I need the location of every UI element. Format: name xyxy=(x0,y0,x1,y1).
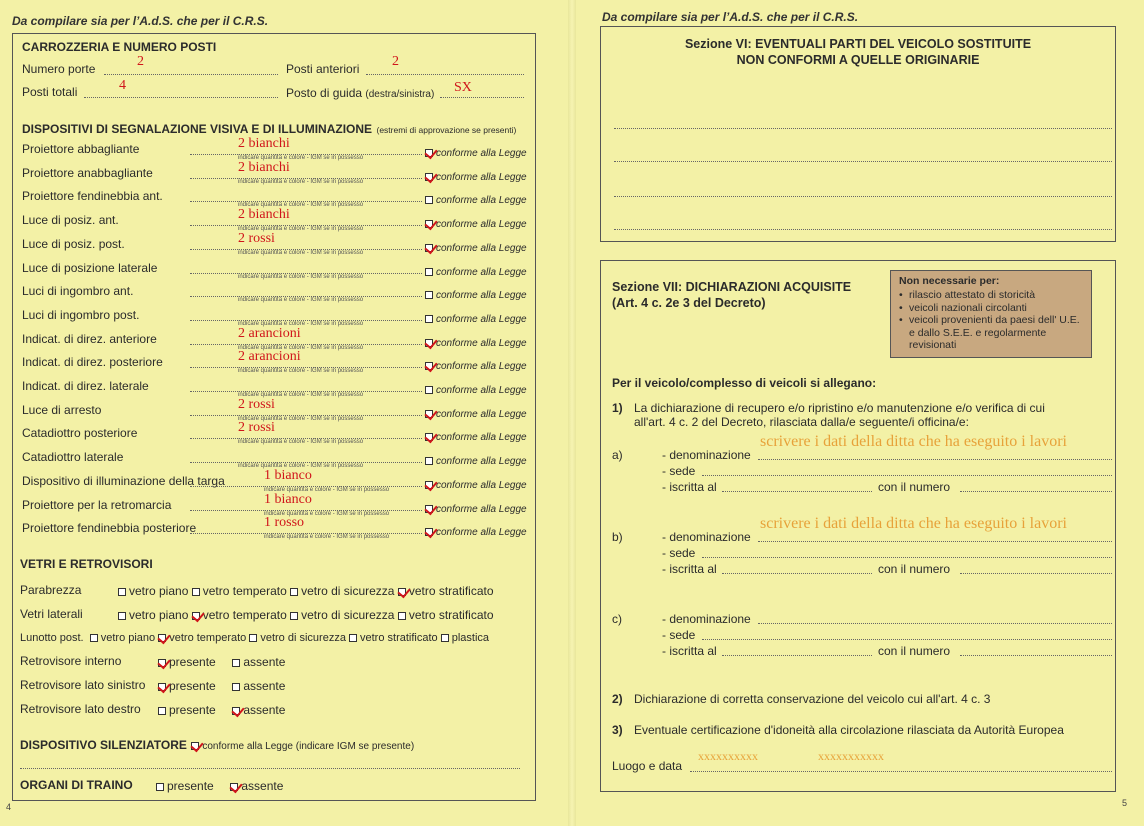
vetri-laterali-options: vetro piano vetro temperato vetro di sicurezza vetro stratificato xyxy=(118,608,494,622)
conforme-checkbox[interactable] xyxy=(425,268,433,276)
item1-text-2: all'art. 4 c. 2 del Decreto, rilasciata dalla/e seguente/i officina/e: xyxy=(634,415,969,429)
dispositivi-heading: DISPOSITIVI DI SEGNALAZIONE VISIVA E DI ILLUMINAZIONE (estremi di approvazione se presenti) xyxy=(22,122,517,136)
officina-handwritten[interactable]: scrivere i dati della ditta che ha eseguito i lavori xyxy=(760,433,1067,450)
dispositivo-label: Luce di posiz. post. xyxy=(22,236,125,251)
posti-anteriori-label: Posti anteriori xyxy=(286,62,360,76)
data-value[interactable]: xxxxxxxxxxx xyxy=(818,749,884,763)
lunotto-sicurezza-checkbox[interactable] xyxy=(249,634,257,642)
conforme-checkbox[interactable] xyxy=(425,386,433,394)
conforme-item: conforme alla Legge xyxy=(425,451,527,469)
dispositivo-value[interactable]: 2 bianchi xyxy=(238,159,290,175)
retro-sinistro-assente-checkbox[interactable] xyxy=(232,683,240,691)
sezione6-title-1: Sezione VI: EVENTUALI PARTI DEL VEICOLO SOSTITUITE xyxy=(684,37,1032,51)
dispositivo-label: Proiettore anabbagliante xyxy=(22,165,153,180)
denominazione-label: - denominazione xyxy=(662,530,751,544)
item3-number: 3) xyxy=(612,723,623,737)
posto-guida-label: Posto di guida (destra/sinistra) xyxy=(286,86,435,100)
conforme-checkbox[interactable] xyxy=(425,410,433,418)
conforme-item: conforme alla Legge xyxy=(425,499,527,517)
silenziatore-checkbox[interactable] xyxy=(191,742,199,750)
sede-label: - sede xyxy=(662,628,696,642)
iscritta-label: - iscritta al xyxy=(662,644,717,658)
page-number-left: 4 xyxy=(6,802,12,812)
conforme-item: conforme alla Legge xyxy=(425,356,527,374)
conforme-checkbox[interactable] xyxy=(425,220,433,228)
parabrezza-temperato-checkbox[interactable] xyxy=(192,588,200,596)
traino-assente-checkbox[interactable] xyxy=(230,783,238,791)
dispositivo-label: Indicat. di direz. laterale xyxy=(22,379,149,393)
conforme-item: conforme alla Legge xyxy=(425,167,527,185)
officina-letter: a) xyxy=(612,448,623,462)
conforme-item: conforme alla Legge xyxy=(425,190,527,208)
dispositivo-value[interactable]: 1 bianco xyxy=(264,491,312,507)
sede-label: - sede xyxy=(662,546,696,560)
dispositivo-hint: indicare quantità e colore - IGM se in possesso xyxy=(238,249,364,256)
item3-text: Eventuale certificazione d'idoneità alla circolazione rilasciata da Autorità Europea xyxy=(634,723,1064,737)
conforme-item: conforme alla Legge xyxy=(425,333,527,351)
retro-destro-presente-checkbox[interactable] xyxy=(158,707,166,715)
dispositivo-hint: indicare quantità e colore - IGM se in possesso xyxy=(238,439,364,446)
conforme-item: conforme alla Legge xyxy=(425,522,527,540)
dispositivo-hint: indicare quantità e colore - IGM se in possesso xyxy=(238,415,364,422)
retro-interno-assente-checkbox[interactable] xyxy=(232,659,240,667)
sezione7-title-2: (Art. 4 c. 2e 3 del Decreto) xyxy=(612,296,766,310)
vetri-laterali-label: Vetri laterali xyxy=(20,607,83,621)
dispositivo-hint: indicare quantità e colore - IGM se in possesso xyxy=(264,486,390,493)
iscritta-label: - iscritta al xyxy=(662,480,717,494)
retro-sinistro-presente-checkbox[interactable] xyxy=(158,683,166,691)
silenziatore-line xyxy=(20,768,520,769)
dispositivo-label: Dispositivo di illuminazione della targa xyxy=(22,473,225,488)
dispositivo-label: Proiettore fendinebbia posteriore xyxy=(22,521,197,536)
note-title: Non necessarie per: xyxy=(899,275,1000,287)
dispositivo-label: Proiettore abbagliante xyxy=(22,142,140,156)
dispositivo-hint: indicare quantità e colore - IGM se in possesso xyxy=(238,202,364,209)
dispositivo-hint: indicare quantità e colore - IGM se in possesso xyxy=(238,344,364,351)
item2-number: 2) xyxy=(612,692,623,706)
officina-letter: c) xyxy=(612,612,622,626)
sede-line[interactable] xyxy=(702,557,1112,558)
conforme-item: conforme alla Legge xyxy=(425,238,527,256)
numero-porte-label: Numero porte xyxy=(22,62,96,76)
retro-destro-assente-checkbox[interactable] xyxy=(232,707,240,715)
dispositivo-hint: indicare quantità e colore - IGM se in possesso xyxy=(238,155,364,161)
officina-letter: b) xyxy=(612,530,623,544)
lunotto-temperato-checkbox[interactable] xyxy=(158,634,166,642)
page-number-right: 5 xyxy=(1122,798,1128,808)
note-item: • rilascio attestato di storicità xyxy=(899,289,1083,302)
numero-label: con il numero xyxy=(878,480,951,494)
conforme-checkbox[interactable] xyxy=(425,173,433,181)
note-box xyxy=(890,270,1092,358)
dispositivo-value[interactable]: 2 rossi xyxy=(238,230,275,246)
conforme-checkbox[interactable] xyxy=(425,362,433,370)
conforme-item: conforme alla Legge xyxy=(425,214,527,232)
lunotto-row: Lunotto post. vetro piano vetro temperato vetro di sicurezza vetro stratificato plastica xyxy=(20,632,489,644)
dispositivo-hint: indicare quantità e colore - IGM se in possesso xyxy=(238,392,364,398)
dispositivo-hint: indicare quantità e colore - IGM se in possesso xyxy=(238,320,364,327)
traino-title: ORGANI DI TRAINO xyxy=(20,778,133,792)
dispositivo-label: Luci di ingombro post. xyxy=(22,307,140,322)
dispositivo-value[interactable]: 2 arancioni xyxy=(238,349,301,365)
parabrezza-stratificato-checkbox[interactable] xyxy=(398,588,406,596)
posti-anteriori-value[interactable]: 2 xyxy=(392,54,399,69)
parabrezza-options: vetro piano vetro temperato vetro di sicurezza vetro stratificato xyxy=(118,584,494,598)
parabrezza-label: Parabrezza xyxy=(20,583,82,597)
dispositivo-hint: indicare quantità e colore - IGM se in possesso xyxy=(238,226,364,233)
silenziatore-row: DISPOSITIVO SILENZIATORE conforme alla Legge (indicare IGM se presente) xyxy=(20,738,415,752)
dispositivo-value[interactable]: 2 bianchi xyxy=(238,136,290,151)
conforme-checkbox[interactable] xyxy=(425,339,433,347)
vetri-title: VETRI E RETROVISORI xyxy=(20,557,153,571)
retro-destro-options: presente assente xyxy=(158,703,285,717)
dispositivo-label: Proiettore per la retromarcia xyxy=(22,497,172,512)
iscritta-line[interactable] xyxy=(722,655,872,656)
sede-line[interactable] xyxy=(702,475,1112,476)
iscritta-line[interactable] xyxy=(722,491,872,492)
denominazione-line[interactable] xyxy=(758,459,1112,460)
dispositivo-hint: indicare quantità e colore - IGM se in possesso xyxy=(264,510,390,517)
item1-text-1: La dichiarazione di recupero e/o ripristino e/o manutenzione e/o verifica di cui xyxy=(634,401,1045,415)
conforme-checkbox[interactable] xyxy=(425,481,433,489)
iscritta-label: - iscritta al xyxy=(662,562,717,576)
laterali-piano-checkbox[interactable] xyxy=(118,612,126,620)
dispositivo-hint: indicare quantità e colore - IGM se in possesso xyxy=(238,273,364,280)
conforme-checkbox[interactable] xyxy=(425,196,433,204)
luogo-label: Luogo e data xyxy=(612,759,683,773)
dispositivo-value[interactable]: 2 bianchi xyxy=(238,207,290,223)
dispositivo-label: Indicat. di direz. posteriore xyxy=(22,355,163,370)
note-item: • veicoli provenienti da paesi dell' U.E. e dallo S.E.E. e regolarmente revisionati xyxy=(899,314,1083,352)
conforme-item: conforme alla Legge xyxy=(425,404,527,422)
item1-number: 1) xyxy=(612,401,623,415)
sezione6-line-2[interactable] xyxy=(614,161,1112,162)
posto-guida-line xyxy=(440,97,524,98)
traino-options: presente assente xyxy=(156,779,283,793)
dispositivo-value[interactable]: 2 rossi xyxy=(238,396,275,412)
page-header: Da compilare sia per l’A.d.S. che per il C.R.S. xyxy=(12,14,269,28)
denominazione-label: - denominazione xyxy=(662,612,751,626)
lunotto-piano-checkbox[interactable] xyxy=(90,634,98,642)
luogo-line xyxy=(690,771,1112,772)
dispositivo-value[interactable]: 2 arancioni xyxy=(238,325,301,341)
dispositivo-value[interactable]: 2 rossi xyxy=(238,420,275,436)
traino-presente-checkbox[interactable] xyxy=(156,783,164,791)
conforme-checkbox[interactable] xyxy=(425,433,433,441)
retro-interno-presente-checkbox[interactable] xyxy=(158,659,166,667)
laterali-temperato-checkbox[interactable] xyxy=(192,612,200,620)
allegano-heading: Per il veicolo/complesso di veicoli si allegano: xyxy=(612,376,877,390)
laterali-stratificato-checkbox[interactable] xyxy=(398,612,406,620)
sezione7-title-1: Sezione VII: DICHIARAZIONI ACQUISITE xyxy=(612,280,852,294)
posti-totali-label: Posti totali xyxy=(22,85,78,99)
silenziatore-title: DISPOSITIVO SILENZIATORE xyxy=(20,738,187,752)
conforme-item: conforme alla Legge xyxy=(425,380,527,398)
conforme-item: conforme alla Legge xyxy=(425,285,527,303)
laterali-sicurezza-checkbox[interactable] xyxy=(290,612,298,620)
iscritta-line[interactable] xyxy=(722,573,872,574)
conforme-item: conforme alla Legge xyxy=(425,143,527,161)
retro-sinistro-label: Retrovisore lato sinistro xyxy=(20,678,146,692)
lunotto-stratificato-checkbox[interactable] xyxy=(349,634,357,642)
dispositivo-hint: indicare quantità e colore - IGM se in possesso xyxy=(264,534,390,541)
conforme-checkbox[interactable] xyxy=(425,457,433,465)
officina-handwritten[interactable]: scrivere i dati della ditta che ha eseguito i lavori xyxy=(760,515,1067,532)
lunotto-label: Lunotto post. xyxy=(20,632,84,644)
retro-sinistro-options: presente assente xyxy=(158,679,285,693)
dispositivo-hint: indicare quantità e colore - IGM se in possesso xyxy=(238,178,364,185)
conforme-item: conforme alla Legge xyxy=(425,309,527,327)
posto-guida-value[interactable]: SX xyxy=(454,80,472,95)
sezione6-line-4[interactable] xyxy=(614,229,1112,230)
sede-line[interactable] xyxy=(702,639,1112,640)
retro-interno-options: presente assente xyxy=(158,655,285,669)
denominazione-line[interactable] xyxy=(758,623,1112,624)
denominazione-line[interactable] xyxy=(758,541,1112,542)
numero-label: con il numero xyxy=(878,644,951,658)
conforme-item: conforme alla Legge xyxy=(425,427,527,445)
numero-line[interactable] xyxy=(960,491,1112,492)
dispositivo-label: Luci di ingombro ant. xyxy=(22,284,134,299)
dispositivo-label: Luce di posiz. ant. xyxy=(22,213,119,228)
denominazione-label: - denominazione xyxy=(662,448,751,462)
parabrezza-piano-checkbox[interactable] xyxy=(118,588,126,596)
posti-totali-value[interactable]: 4 xyxy=(119,78,126,93)
sezione6-line-1[interactable] xyxy=(614,128,1112,129)
luogo-value[interactable]: xxxxxxxxxx xyxy=(698,749,758,763)
dispositivo-label: Catadiottro laterale xyxy=(22,450,124,465)
conforme-item: conforme alla Legge xyxy=(425,475,527,493)
dispositivo-value[interactable]: 1 rosso xyxy=(264,515,305,531)
posti-totali-line xyxy=(84,97,278,98)
retro-interno-label: Retrovisore interno xyxy=(20,654,122,668)
note-item: • veicoli nazionali circolanti xyxy=(899,302,1083,315)
dispositivo-hint: indicare quantità e colore - IGM se in possesso xyxy=(238,297,364,304)
conforme-checkbox[interactable] xyxy=(425,528,433,536)
dispositivo-label: Luce di posizione laterale xyxy=(22,260,158,275)
conforme-item: conforme alla Legge xyxy=(425,262,527,280)
page-header-right: Da compilare sia per l’A.d.S. che per il C.R.S. xyxy=(602,10,859,24)
posti-anteriori-line xyxy=(366,74,524,75)
carrozzeria-title: CARROZZERIA E NUMERO POSTI xyxy=(22,40,217,54)
conforme-checkbox[interactable] xyxy=(425,244,433,252)
conforme-checkbox[interactable] xyxy=(425,315,433,323)
dispositivo-label: Catadiottro posteriore xyxy=(22,426,138,441)
dispositivo-hint: indicare quantità e colore - IGM se in possesso xyxy=(238,463,364,470)
conforme-checkbox[interactable] xyxy=(425,505,433,513)
dispositivo-value[interactable]: 1 bianco xyxy=(264,467,312,483)
parabrezza-sicurezza-checkbox[interactable] xyxy=(290,588,298,596)
item2-text: Dichiarazione di corretta conservazione del veicolo cui all'art. 4 c. 3 xyxy=(634,692,991,706)
dispositivo-label: Luce di arresto xyxy=(22,402,102,417)
right-page xyxy=(572,0,1144,826)
numero-line[interactable] xyxy=(960,655,1112,656)
sezione6-title-2: NON CONFORMI A QUELLE ORIGINARIE xyxy=(736,53,980,67)
conforme-checkbox[interactable] xyxy=(425,149,433,157)
numero-porte-line xyxy=(104,74,278,75)
numero-label: con il numero xyxy=(878,562,951,576)
lunotto-plastica-checkbox[interactable] xyxy=(441,634,449,642)
sezione6-line-3[interactable] xyxy=(614,196,1112,197)
dispositivo-label: Proiettore fendinebbia ant. xyxy=(22,189,163,204)
dispositivo-hint: indicare quantità e colore - IGM se in possesso xyxy=(238,368,364,375)
numero-line[interactable] xyxy=(960,573,1112,574)
conforme-checkbox[interactable] xyxy=(425,291,433,299)
numero-porte-value[interactable]: 2 xyxy=(137,54,144,69)
sede-label: - sede xyxy=(662,464,696,478)
retro-destro-label: Retrovisore lato destro xyxy=(20,702,141,716)
dispositivo-label: Indicat. di direz. anteriore xyxy=(22,331,157,346)
